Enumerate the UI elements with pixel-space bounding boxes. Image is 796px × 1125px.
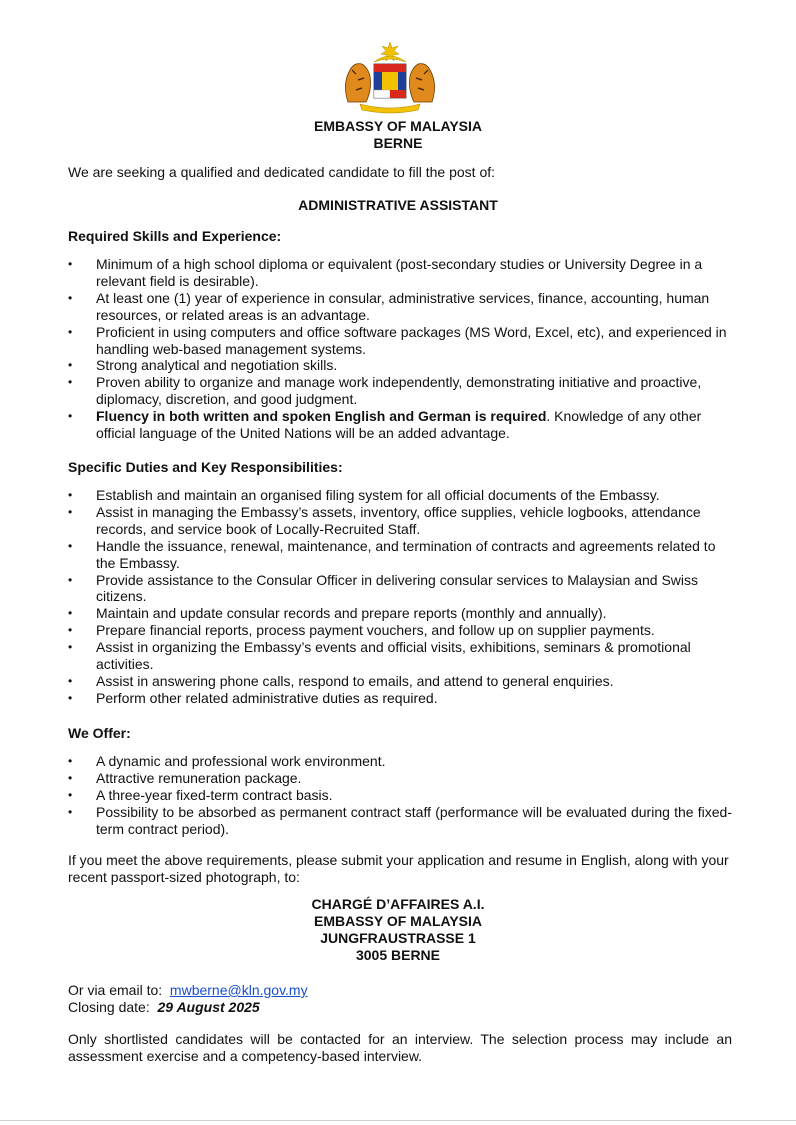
offer-heading: We Offer: (68, 725, 131, 741)
intro-text: We are seeking a qualified and dedicated candidate to fill the post of: (68, 164, 496, 180)
address-line: 3005 BERNE (355, 947, 441, 963)
list-item: • Handle the issuance, renewal, maintenance, and termination of contracts and agreements related to the Embassy. (68, 538, 732, 572)
list-item (68, 408, 732, 442)
language-requirement-rest: . Knowledge of any other official language of the United Nations will be an added advantage. (96, 408, 702, 442)
list-item: • A dynamic and professional work environment. (68, 753, 732, 770)
list-item: • Attractive remuneration package. (68, 770, 732, 787)
apply-text: If you meet the above requirements, please submit your application and resume in English, along with your recent passport-sized photograph, to: (68, 852, 729, 885)
page-edge-divider (0, 1120, 796, 1121)
closing-date: 29 August 2025 (157, 999, 260, 1015)
address-line: EMBASSY OF MALAYSIA (313, 913, 483, 929)
list-item: • Prepare financial reports, process payment vouchers, and follow up on supplier payments. (68, 622, 732, 639)
list-item: • At least one (1) year of experience in consular, administrative services, finance, accounting, human resources, or related areas is an advantage. (68, 290, 732, 324)
list-item: • Provide assistance to the Consular Officer in delivering consular services to Malaysian and Swiss citizens. (68, 572, 732, 606)
offer-list (68, 753, 732, 838)
skills-list (68, 256, 732, 442)
email-line (68, 982, 732, 999)
list-item: • Perform other related administrative duties as required. (68, 690, 732, 707)
duties-list (68, 487, 732, 707)
list-item: • Possibility to be absorbed as permanent contract staff (performance will be evaluated during the fixed-term contract period). (68, 804, 732, 838)
closing-date-line (68, 999, 732, 1016)
email-link[interactable]: mwberne@kln.gov.my (169, 982, 308, 998)
skills-heading: Required Skills and Experience: (68, 228, 282, 244)
list-item: • Proficient in using computers and office software packages (MS Word, Excel, etc), and experienced in handling web-based management systems. (68, 324, 732, 358)
malaysia-coat-of-arms-icon (336, 40, 444, 114)
list-item: • Maintain and update consular records and prepare reports (monthly and annually). (68, 605, 732, 622)
list-item: • Assist in answering phone calls, respond to emails, and attend to general enquiries. (68, 673, 732, 690)
closing-date-label: Closing date: (68, 999, 150, 1015)
embassy-name: EMBASSY OF MALAYSIA (313, 118, 483, 134)
language-requirement-bold: Fluency in both written and spoken English and German is required (96, 408, 547, 425)
embassy-city: BERNE (373, 135, 423, 151)
list-item: • Assist in managing the Embassy’s assets, inventory, office supplies, vehicle logbooks, attendance records, and service book of Locally-Recruited Staff. (68, 504, 732, 538)
list-item: • Minimum of a high school diploma or equivalent (post-secondary studies or University Degree in a relevant field is desirable). (68, 256, 732, 290)
list-item: • Strong analytical and negotiation skills. (68, 357, 732, 374)
list-item: • A three-year fixed-term contract basis. (68, 787, 732, 804)
address-line: CHARGÉ D’AFFAIRES A.I. (311, 896, 485, 912)
email-label: Or via email to: (68, 982, 163, 998)
list-item: • Assist in organizing the Embassy’s events and official visits, exhibitions, seminars & promotional activities. (68, 639, 732, 673)
duties-heading: Specific Duties and Key Responsibilities: (68, 459, 343, 475)
list-item: • Proven ability to organize and manage work independently, demonstrating initiative and proactive, diplomacy, discretion, and good judgment. (68, 374, 732, 408)
shortlist-note: Only shortlisted candidates will be contacted for an interview. The selection process may include an assessment exercise and a competency-based interview. (68, 1031, 732, 1064)
post-title: ADMINISTRATIVE ASSISTANT (298, 197, 498, 213)
list-item: • Establish and maintain an organised filing system for all official documents of the Embassy. (68, 487, 732, 504)
address-line: JUNGFRAUSTRASSE 1 (320, 930, 476, 946)
